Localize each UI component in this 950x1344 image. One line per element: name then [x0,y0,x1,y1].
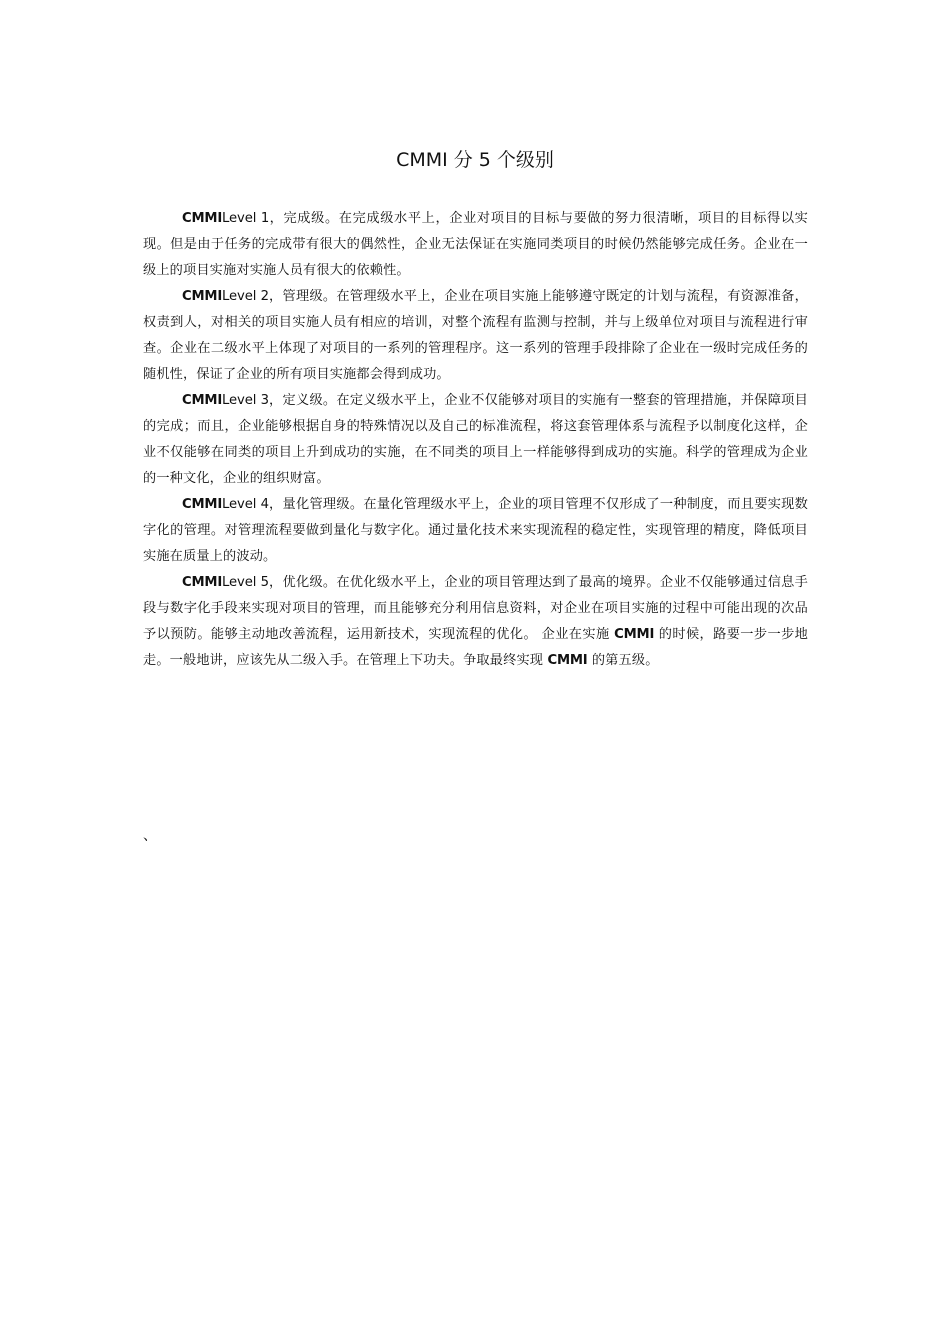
level-label: Level 2 [222,289,269,304]
stray-punctuation-mark: 、 [143,828,157,844]
paragraph-text-end: 的第五级。 [587,653,659,668]
paragraph-level-1 [143,206,808,284]
cmmi-term: CMMI [182,497,223,512]
level-label: Level 1 [222,211,270,226]
paragraph-text: ，定义级。在定义级水平上，企业不仅能够对项目的实施有一整套的管理措施，并保障项目的完成；而且，企业能够根据自身的特殊情况以及自己的标准流程，将这套管理体系与流程予以制度化这样，企业不仅能够在同类的项目上升到成功的实施，在不同类的项目上一样能够得到成功的实施。科学的管理成为企业的一种文化，企业的组织财富。 [143,393,808,486]
cmmi-term-inline: CMMI [547,653,588,668]
paragraph-text: ，完成级。在完成级水平上，企业对项目的目标与要做的努力很清晰，项目的目标得以实现。但是由于任务的完成带有很大的偶然性，企业无法保证在实施同类项目的时候仍然能够完成任务。企业在一级上的项目实施对实施人员有很大的依赖性。 [143,211,808,278]
level-label: Level 4 [222,497,269,512]
paragraph-text: ，优化级。在优化级水平上，企业的项目管理达到了最高的境界。企业不仅能够通过信息手段与数字化手段来实现对项目的管理，而且能够充分利用信息资料，对企业在项目实施的过程中可能出现的次品予以预防。能够主动地改善流程，运用新技术，实现流程的优化。 企业在实施 [143,575,808,642]
paragraph-level-2 [143,284,808,388]
cmmi-term: CMMI [182,393,223,408]
paragraph-level-5 [143,570,808,674]
paragraph-text: ，管理级。在管理级水平上，企业在项目实施上能够遵守既定的计划与流程，有资源准备，权责到人，对相关的项目实施人员有相应的培训，对整个流程有监测与控制，并与上级单位对项目与流程进行审查。企业在二级水平上体现了对项目的一系列的管理程序。这一系列的管理手段排除了企业在一级时完成任务的随机性，保证了企业的所有项目实施都会得到成功。 [143,289,808,382]
cmmi-term: CMMI [182,575,223,590]
cmmi-term: CMMI [182,289,223,304]
level-label: Level 5 [222,575,269,590]
paragraph-text-continued: 的时候，路要一步一步地走。一般地讲，应该先从二级入手。在管理上下功夫。争取最终实现 [143,627,808,668]
cmmi-term-inline: CMMI [614,627,655,642]
paragraph-text: ，量化管理级。在量化管理级水平上，企业的项目管理不仅形成了一种制度，而且要实现数字化的管理。对管理流程要做到量化与数字化。通过量化技术来实现流程的稳定性，实现管理的精度，降低项目实施在质量上的波动。 [143,497,808,564]
document-title: CMMI 分 5 个级别 [396,149,554,171]
paragraph-level-4 [143,492,808,570]
document-body [143,206,808,674]
cmmi-term: CMMI [182,211,223,226]
level-label: Level 3 [222,393,269,408]
paragraph-level-3 [143,388,808,492]
